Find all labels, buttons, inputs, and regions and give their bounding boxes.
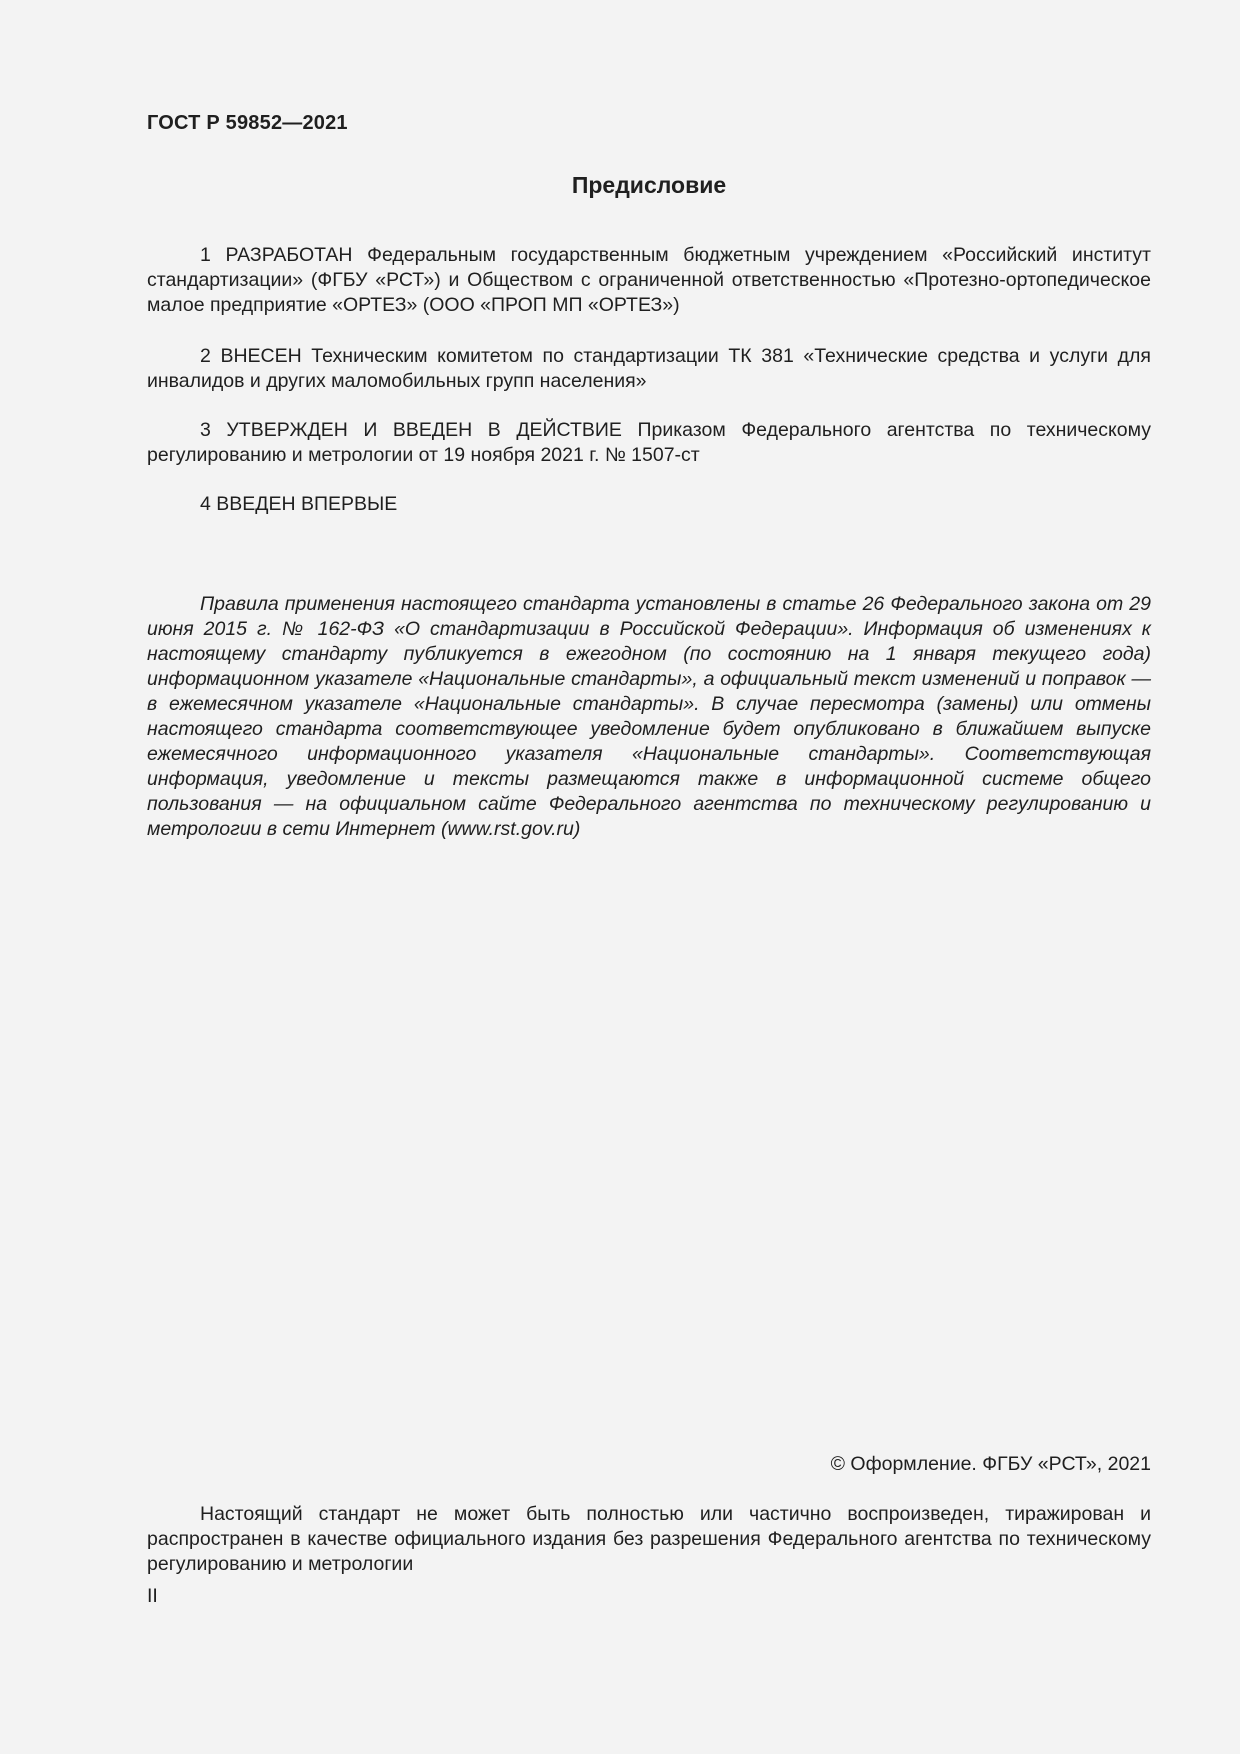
copyright-line: © Оформление. ФГБУ «РСТ», 2021	[830, 1453, 1151, 1475]
foreword-paragraph-3: 3 УТВЕРЖДЕН И ВВЕДЕН В ДЕЙСТВИЕ Приказом Федерального агентства по техническому регулированию и метрологии от 19 ноября 2021 г. № 1507-ст	[147, 419, 1151, 466]
foreword-paragraph-1: 1 РАЗРАБОТАН Федеральным государственным бюджетным учреждением «Российский институт стандартизации» (ФГБУ «РСТ») и Обществом с ограниченной ответственностью «Протезно-ортопедическое малое предприятие «ОРТЕЗ» (ООО «ПРОП МП «ОРТЕЗ»)	[147, 244, 1151, 316]
document-code: ГОСТ Р 59852—2021	[147, 112, 348, 134]
foreword-paragraph-4: 4 ВВЕДЕН ВПЕРВЫЕ	[200, 493, 398, 515]
application-rules-notice: Правила применения настоящего стандарта установлены в статье 26 Федерального закона от 29 июня 2015 г. № 162-ФЗ «О стандартизации в Российской Федерации». Информация об изменениях к настоящему стандарту публикуется в ежегодном (по состоянию на 1 января текущего года) информационном указателе «Национальные стандарты», а официальный текст изменений и поправок — в ежемесячном указателе «Национальные стандарты». В случае пересмотра (замены) или отмены настоящего стандарта соответствующее уведомление будет опубликовано в ближайшем выпуске ежемесячного информационного указателя «Национальные стандарты». Соответствующая информация, уведомление и тексты размещаются также в информационной системе общего пользования — на официальном сайте Федерального агентства по техническому регулированию и метрологии в сети Интернет (www.rst.gov.ru)	[147, 593, 1151, 840]
reproduction-notice: Настоящий стандарт не может быть полностью или частично воспроизведен, тиражирован и распространен в качестве официального издания без разрешения Федерального агентства по техническому регулированию и метрологии	[147, 1503, 1151, 1575]
page-number: II	[147, 1585, 158, 1607]
page-title: Предисловие	[571, 172, 727, 198]
foreword-paragraph-2: 2 ВНЕСЕН Техническим комитетом по стандартизации ТК 381 «Технические средства и услуги для инвалидов и других маломобильных групп населения»	[147, 345, 1151, 392]
